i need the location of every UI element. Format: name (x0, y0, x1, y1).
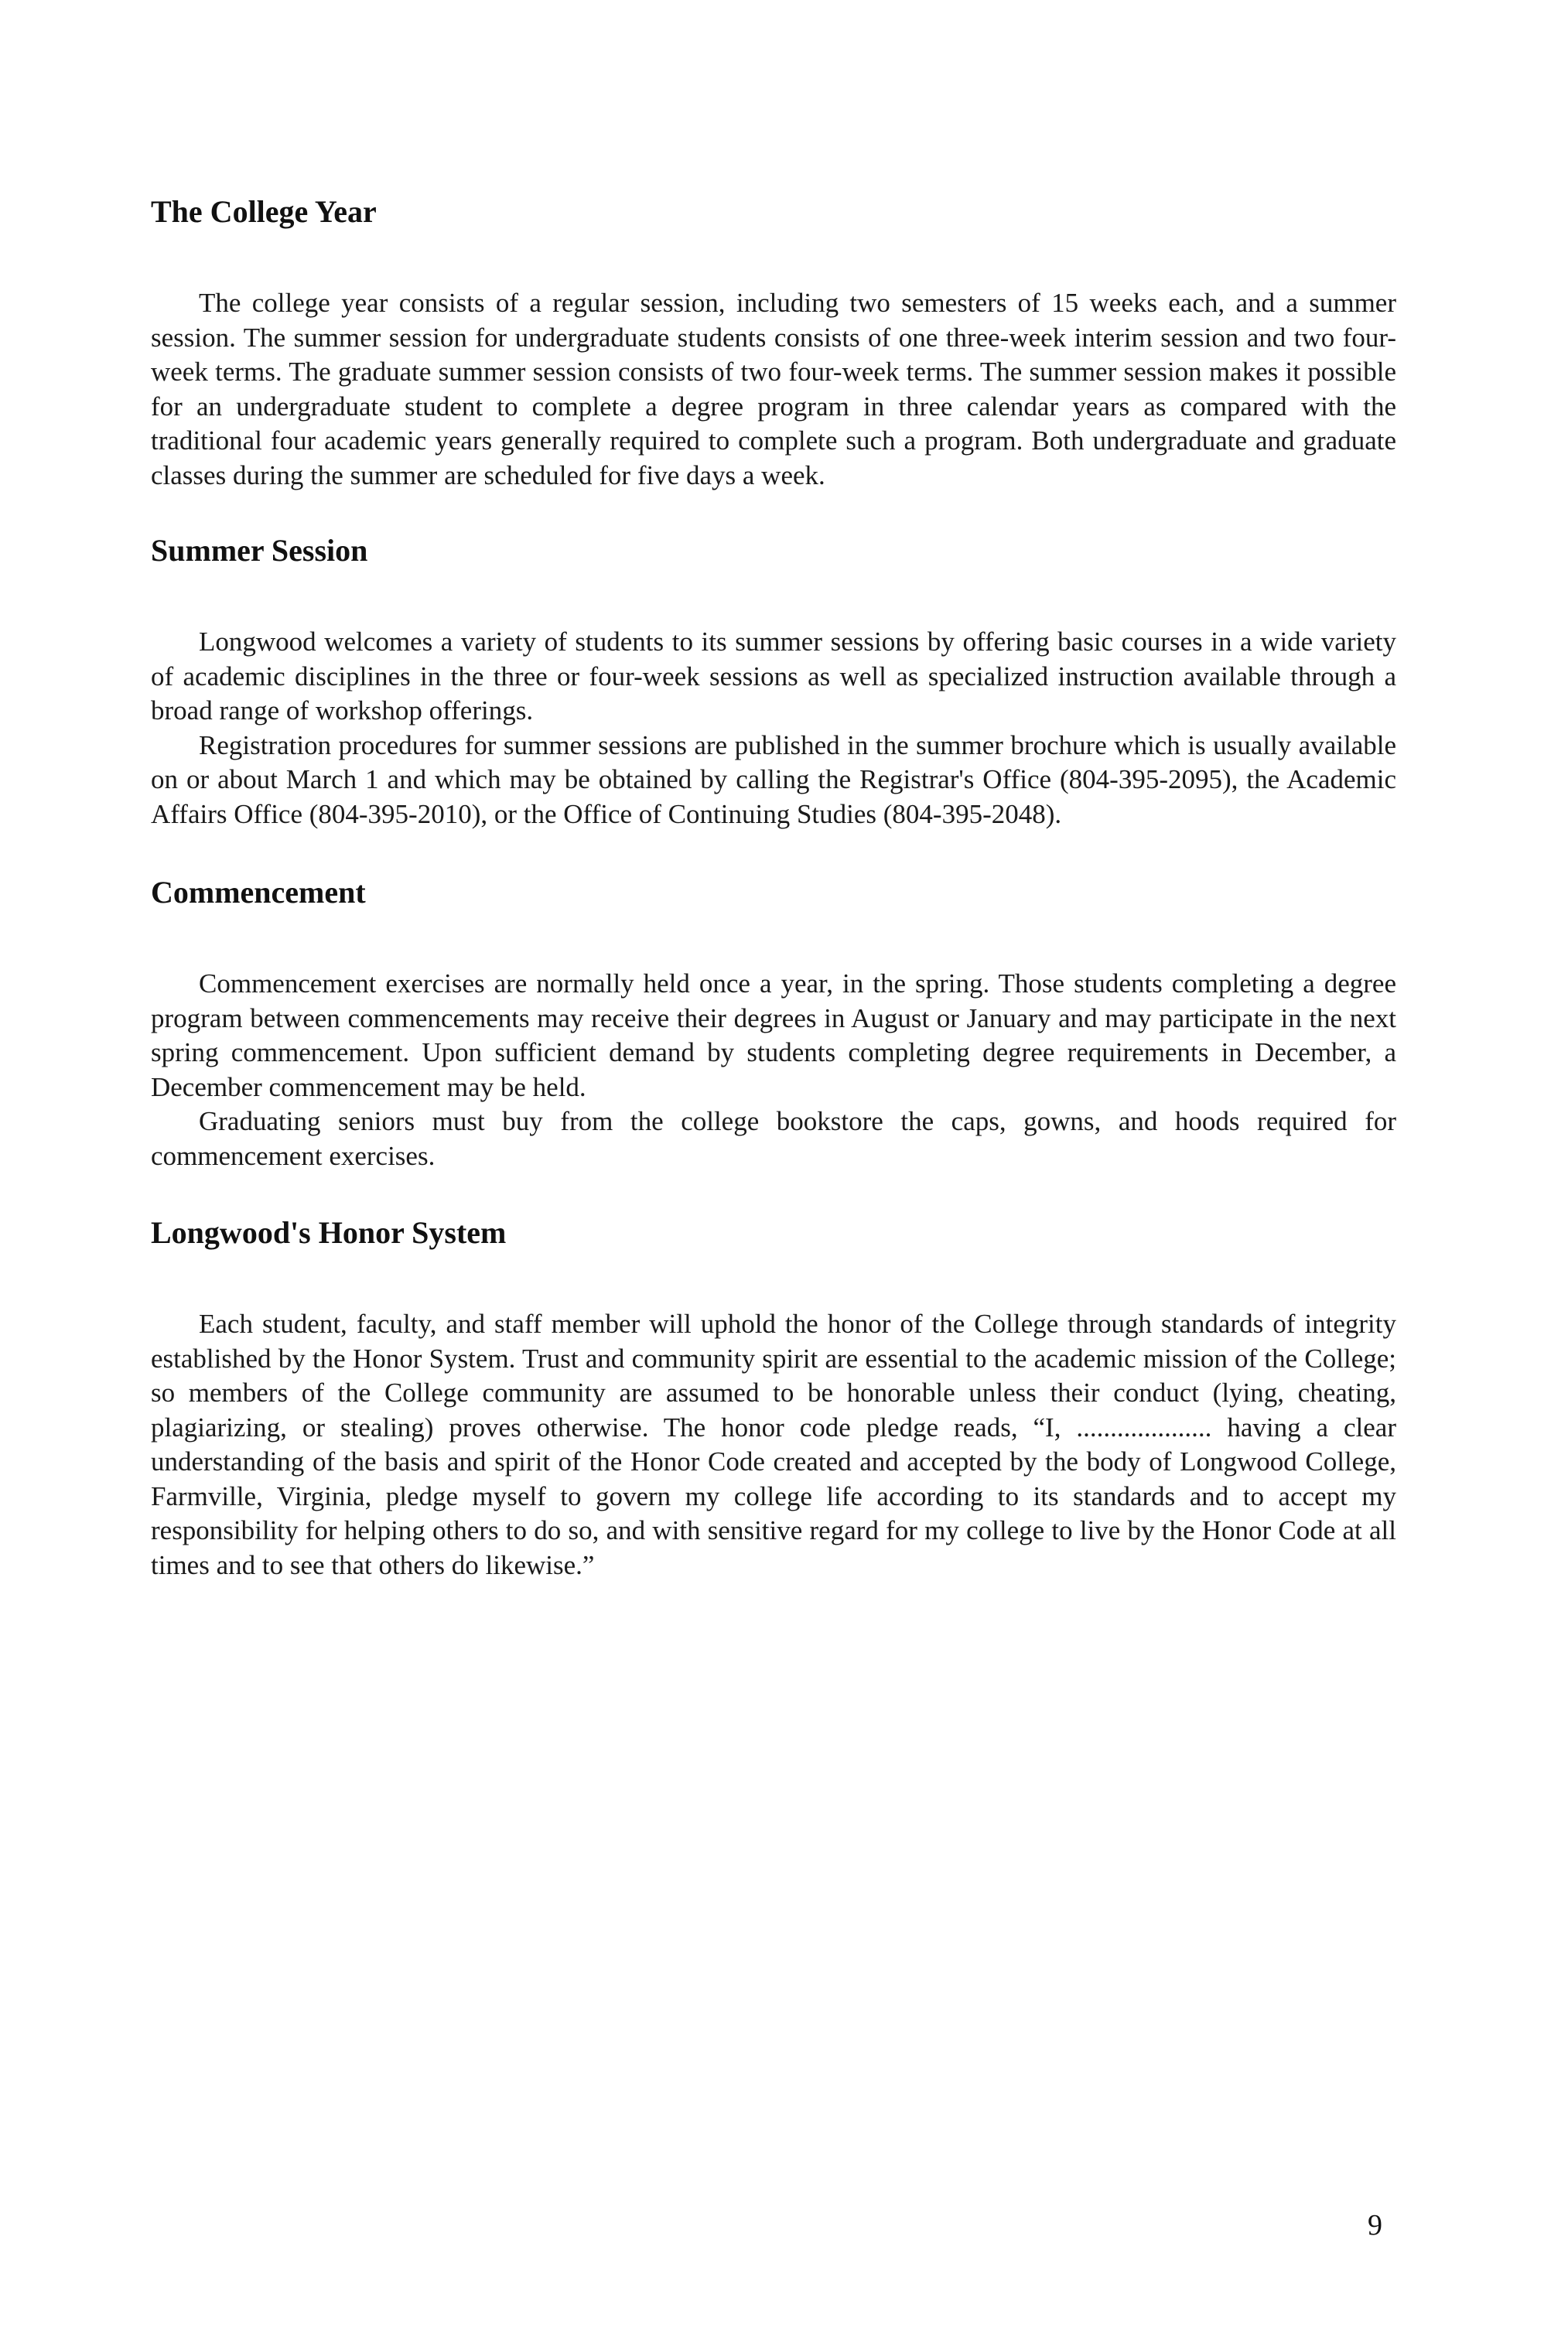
section-body (151, 286, 1396, 493)
paragraph: Each student, faculty, and staff member will uphold the honor of the College through standards of integrity established by the Honor System. Trust and community spirit are essential to the academic mission of the College; so members of the College community are assumed to be honorable unless their conduct (lying, cheating, plagiarizing, or stealing) proves otherwise. The honor code pledge reads, “I, .................... having a clear understanding of the basis and spirit of the Honor Code created and accepted by the body of Longwood College, Farmville, Virginia, pledge myself to govern my college life according to its standards and to accept my responsibility for helping others to do so, and with sensitive regard for my college to live by the Honor Code at all times and to see that others do likewise.” (151, 1309, 1396, 1580)
section-body (151, 1307, 1396, 1583)
section-college-year (151, 193, 1396, 493)
paragraph: The college year consists of a regular session, including two semesters of 15 weeks each, and a summer session. The summer session for undergraduate students consists of one three-week interim session and two four-week terms. The graduate summer session consists of two four-week terms. The summer session makes it possible for an undergraduate student to complete a degree program in three calendar years as compared with the traditional four academic years generally required to complete such a program. Both undergraduate and graduate classes during the summer are scheduled for five days a week. (151, 288, 1396, 490)
heading-college-year: The College Year (151, 194, 377, 229)
heading-commencement: Commencement (151, 875, 366, 910)
section-body (151, 625, 1396, 831)
paragraph: Graduating seniors must buy from the college bookstore the caps, gowns, and hoods required for commencement exercises. (151, 1106, 1396, 1171)
paragraph: Longwood welcomes a variety of students to its summer sessions by offering basic courses in a wide variety of academic disciplines in the three or four-week sessions as well as specialized instruction available through a broad range of workshop offerings. (151, 627, 1396, 726)
heading-honor-system: Longwood's Honor System (151, 1215, 507, 1250)
section-commencement (151, 874, 1396, 1173)
paragraph: Registration procedures for summer sessions are published in the summer brochure which is usually available on or about March 1 and which may be obtained by calling the Registrar's Office (804-395-2095), the Academic Affairs Office (804-395-2010), or the Office of Continuing Studies (804-395-2048). (151, 729, 1396, 829)
section-body (151, 967, 1396, 1173)
paragraph: Commencement exercises are normally held once a year, in the spring. Those students completing a degree program between commencements may receive their degrees in August or January and may participate in the next spring commencement. Upon sufficient demand by students completing degree requirements in December, a December commencement may be held. (151, 968, 1396, 1102)
section-summer-session (151, 532, 1396, 831)
heading-summer-session: Summer Session (151, 533, 368, 568)
page-number: 9 (1368, 2209, 1382, 2242)
section-honor-system (151, 1214, 1396, 1583)
